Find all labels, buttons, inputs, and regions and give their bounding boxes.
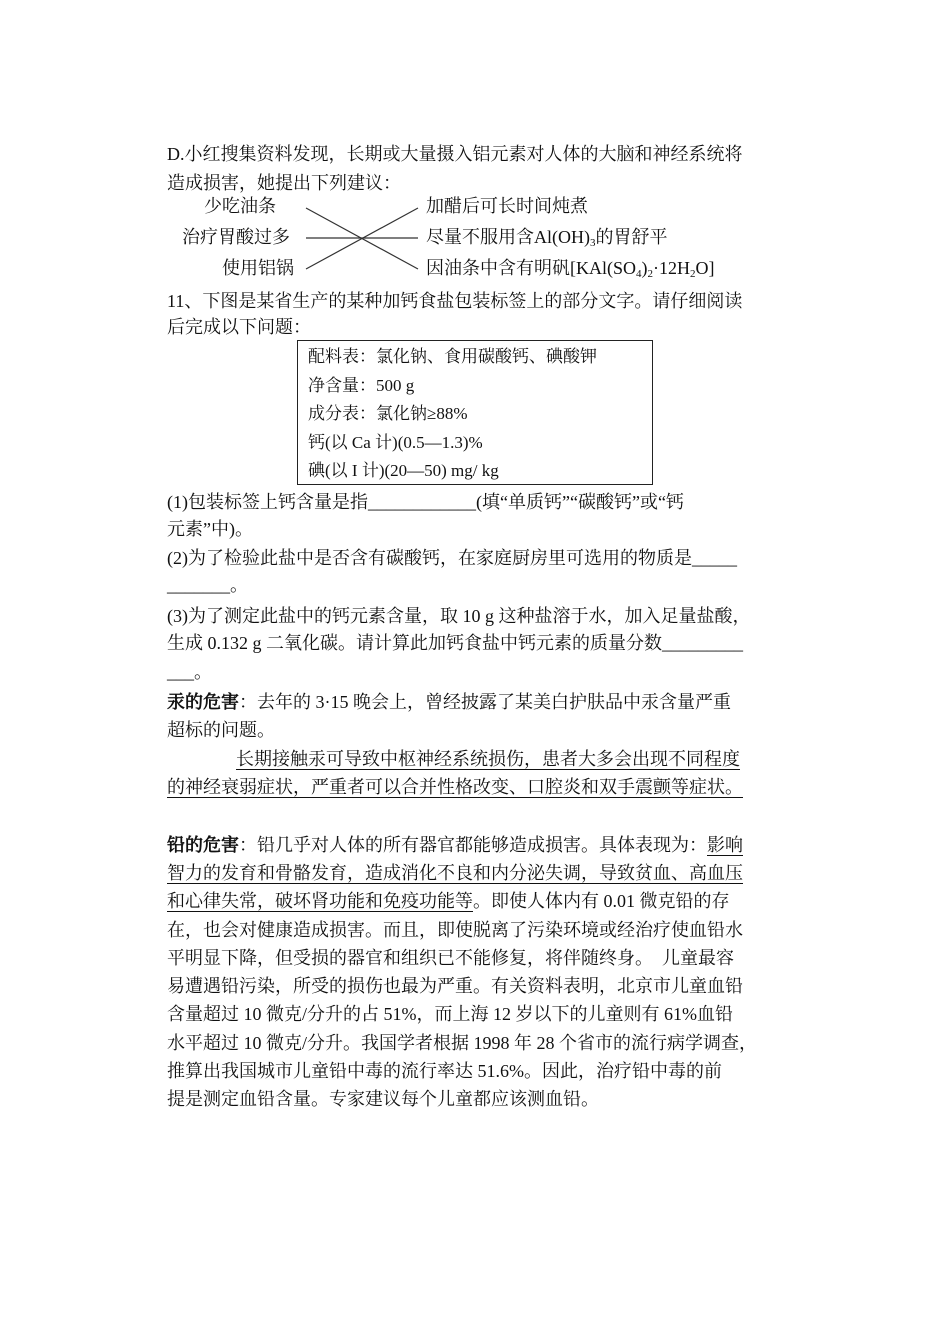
- mercury-line-2: 超标的问题。: [167, 720, 275, 740]
- lead-line-8: 水平超过 10 微克/分升。我国学者根据 1998 年 28 个省市的流行病学调查，: [167, 1033, 757, 1053]
- label-row-composition: 成分表：氯化钠≥88%: [308, 404, 468, 423]
- right-item-3: 因油条中含有明矾$[KAl(SO_4)_2\cdot 12H_2O]$: [426, 258, 715, 280]
- left-item-1: 少吃油条: [204, 196, 276, 216]
- left-item-3: 使用铝锅: [222, 258, 294, 278]
- lead-line-1: 铅的危害：铅几乎对人体的所有器官都能够造成损害。具体表现为：影响: [167, 835, 743, 855]
- q2-line-2: _______。: [167, 575, 248, 595]
- q3-line-3: ___。: [167, 662, 212, 682]
- lead-line-7: 含量超过 10 微克/分升的占 51%，而上海 12 岁以下的儿童则有 61%血铅: [167, 1004, 733, 1024]
- section-d-line-1: D.小红搜集资料发现，长期或大量摄入铝元素对人体的大脑和神经系统将: [167, 144, 743, 164]
- lead-line-3: 和心律失常，破坏肾功能和免疫功能等。即使人体内有 0.01 微克铅的存: [167, 891, 730, 911]
- left-item-2: 治疗胃酸过多: [182, 227, 290, 247]
- q1-line-1: (1)包装标签上钙含量是指____________(填“单质钙”“碳酸钙”或“钙: [167, 492, 684, 512]
- mercury-line-1: 汞的危害：去年的 3·15 晚会上，曾经披露了某美白护肤品中汞含量严重: [167, 692, 731, 712]
- lead-line-10: 提是测定血铅含量。专家建议每个儿童都应该测血铅。: [167, 1089, 599, 1109]
- lead-line-6: 易遭遇铅污染，所受的损伤也最为严重。有关资料表明，北京市儿童血铅: [167, 976, 743, 996]
- lead-line-2: 智力的发育和骨骼发育，造成消化不良和内分泌失调，导致贫血、高血压: [167, 863, 743, 883]
- q11-line-1: 11、下图是某省生产的某种加钙食盐包装标签上的部分文字。请仔细阅读: [167, 291, 743, 311]
- lead-line-5: 平明显下降，但受损的器官和组织已不能修复，将伴随终身。 儿童最容: [167, 948, 734, 968]
- q3-line-2: 生成 0.132 g 二氧化碳。请计算此加钙食盐中钙元素的质量分数_________: [167, 633, 743, 653]
- label-row-calcium: 钙(以 Ca 计)(0.5—1.3)%: [308, 432, 483, 452]
- q2-line-1: (2)为了检验此盐中是否含有碳酸钙，在家庭厨房里可选用的物质是_____: [167, 548, 737, 568]
- mercury-heading: 汞的危害: [167, 692, 239, 712]
- label-row-net-weight: 净含量：500 g: [308, 375, 415, 395]
- salt-label-box: [297, 340, 653, 485]
- q3-line-1: (3)为了测定此盐中的钙元素含量，取 10 g 这种盐溶于水，加入足量盐酸，: [167, 606, 751, 626]
- mercury-para-line-1: 长期接触汞可导致中枢神经系统损伤，患者大多会出现不同程度: [236, 749, 740, 769]
- lead-heading: 铅的危害: [167, 835, 239, 855]
- right-item-1: 加醋后可长时间炖煮: [426, 196, 588, 216]
- label-row-ingredients: 配料表：氯化钠、食用碳酸钙、碘酸钾: [308, 347, 597, 366]
- section-d-line-2: 造成损害，她提出下列建议：: [167, 173, 401, 193]
- lead-line-4: 在，也会对健康造成损害。而且，即使脱离了污染环境或经治疗使血铅水: [167, 920, 743, 940]
- lead-line-9: 推算出我国城市儿童铅中毒的流行率达 51.6%。因此，治疗铅中毒的前: [167, 1061, 722, 1081]
- q1-line-2: 元素”中)。: [167, 519, 253, 539]
- label-row-iodine: 碘(以 I 计)(20—50) mg/ kg: [308, 461, 499, 480]
- mercury-para-line-2: 的神经衰弱症状，严重者可以合并性格改变、口腔炎和双手震颤等症状。: [167, 777, 743, 797]
- q11-line-2: 后完成以下问题：: [167, 317, 311, 337]
- matching-diagram: [160, 192, 800, 282]
- right-item-2: 尽量不服用含$Al(OH)_3$的胃舒平: [426, 227, 668, 249]
